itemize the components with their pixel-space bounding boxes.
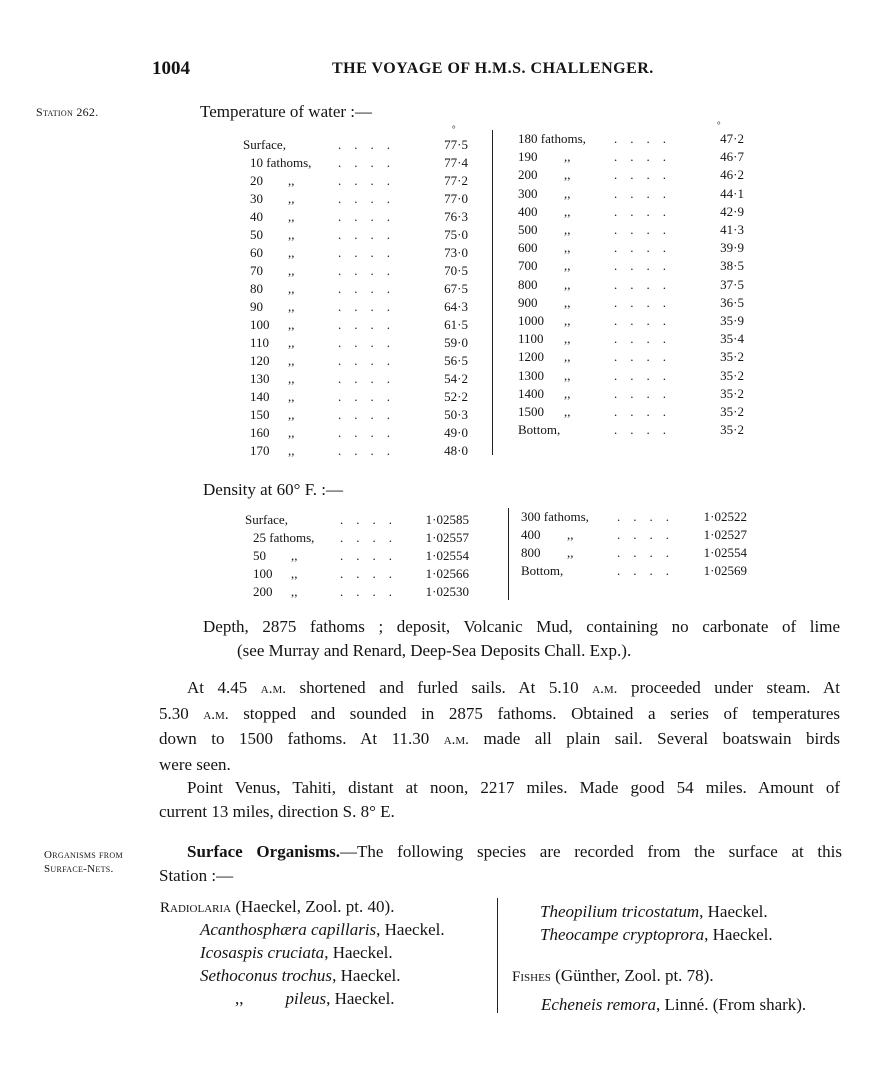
ditto-mark: ,, <box>567 527 574 542</box>
deposit-paragraph <box>203 615 840 662</box>
depth-cell: 50 <box>250 227 263 242</box>
density-table-right <box>521 508 751 588</box>
table-row <box>243 190 493 208</box>
running-title: THE VOYAGE OF H.M.S. CHALLENGER. <box>332 60 654 77</box>
ditto-mark: ,, <box>564 167 571 183</box>
leader-dots: .... <box>614 385 679 401</box>
table-row <box>245 511 505 529</box>
deposit-line-2: (see Murray and Renard, Deep-Sea Deposits Chall. Exp.). <box>237 640 632 660</box>
ditto-mark: ,, <box>288 263 295 278</box>
depth-cell: 110 <box>250 335 270 350</box>
ditto-mark: ,, <box>564 258 571 274</box>
value-cell: 1·02585 <box>425 512 469 527</box>
leader-dots: .... <box>614 149 679 165</box>
depth-cell: 170 <box>250 443 270 458</box>
leader-dots: .... <box>614 185 679 201</box>
leader-dots: .... <box>614 167 679 183</box>
leader-dots: .... <box>614 349 679 365</box>
density-column-divider <box>508 508 509 600</box>
margin-note-line-1: Organisms from <box>44 849 123 861</box>
deposit-line-1: Depth, 2875 fathoms ; deposit, Volcanic Mud, containing no carbonate of lime <box>203 617 840 636</box>
ditto-mark: ,, <box>288 353 295 368</box>
station-label: Station 262. <box>36 105 99 119</box>
value-cell: 41·3 <box>720 222 744 237</box>
depth-cell: 800 <box>521 545 541 560</box>
leader-dots: .... <box>340 530 405 545</box>
leader-dots: .... <box>614 367 679 383</box>
degree-mark-left: ° <box>452 124 456 134</box>
table-row <box>518 367 758 385</box>
organisms-intro <box>159 840 842 887</box>
value-cell: 49·0 <box>444 425 468 440</box>
leader-dots: .... <box>614 422 679 438</box>
depth-cell: 1200 <box>518 349 544 365</box>
temperature-table-right <box>518 130 758 450</box>
depth-cell: 1400 <box>518 385 544 401</box>
fish-species: Echeneis remora, Linné. (From shark). <box>541 995 807 1014</box>
leader-dots: .... <box>338 443 403 458</box>
ditto-mark: ,, <box>564 240 571 256</box>
ditto-mark: ,, <box>564 313 571 328</box>
species-author: , Haeckel. <box>704 925 773 944</box>
value-cell: 36·5 <box>720 294 744 310</box>
depth-cell: Surface, <box>243 137 286 152</box>
value-cell: 77·2 <box>444 173 468 188</box>
ditto-mark: ,, <box>288 425 295 440</box>
depth-cell: 60 <box>250 245 263 260</box>
leader-dots: .... <box>338 281 403 296</box>
depth-cell: 90 <box>250 299 263 314</box>
table-row <box>518 385 758 403</box>
ditto-mark: ,, <box>564 349 571 365</box>
value-cell: 37·5 <box>720 276 744 292</box>
fishes-heading: Fishes (Günther, Zool. pt. 78). <box>512 966 714 985</box>
value-cell: 75·0 <box>444 227 468 242</box>
table-row <box>518 276 758 294</box>
ditto-mark: ,, <box>291 584 298 599</box>
ditto-mark: ,, <box>288 173 295 188</box>
depth-cell: 300 <box>518 185 538 201</box>
value-cell: 46·7 <box>720 149 744 165</box>
table-row <box>243 352 493 370</box>
depth-cell: 800 <box>518 276 538 292</box>
value-cell: 1·02569 <box>703 563 747 578</box>
value-cell: 52·2 <box>444 389 468 404</box>
table-row <box>521 562 751 580</box>
depth-cell: 100 <box>253 566 273 581</box>
leader-dots: .... <box>614 404 679 419</box>
leader-dots: .... <box>338 137 403 152</box>
table-row <box>245 565 505 583</box>
table-row <box>243 208 493 226</box>
table-row <box>518 148 758 166</box>
depth-cell: 150 <box>250 407 270 422</box>
leader-dots: .... <box>338 227 403 242</box>
ditto-mark: ,, <box>564 149 571 165</box>
depth-cell: 120 <box>250 353 270 368</box>
table-row <box>243 406 493 424</box>
ditto-mark: ,, <box>288 335 295 350</box>
depth-cell: 20 <box>250 173 263 188</box>
ditto-mark: ,, <box>288 299 295 314</box>
value-cell: 48·0 <box>444 443 468 458</box>
value-cell: 54·2 <box>444 371 468 386</box>
value-cell: 39·9 <box>720 240 744 256</box>
table-row <box>243 316 493 334</box>
margin-note-line-2: Surface-Nets. <box>44 863 114 875</box>
table-row <box>518 239 758 257</box>
depth-cell: 180 fathoms, <box>518 131 586 146</box>
table-row <box>521 526 751 544</box>
narrative-line-3: down to 1500 fathoms. At 11.30 a.m. made all plain sail. Several boatswain birds <box>159 729 840 748</box>
ditto-mark: ,, <box>564 385 571 401</box>
ditto-mark: ,, <box>564 203 571 219</box>
depth-cell: 160 <box>250 425 270 440</box>
value-cell: 35·2 <box>720 385 744 401</box>
organisms-margin-note <box>44 848 123 876</box>
ditto-mark: ,, <box>288 389 295 404</box>
ditto-mark: ,, <box>564 331 571 347</box>
species-item <box>540 900 768 923</box>
density-heading: Density at 60° F. :— <box>203 480 344 499</box>
table-row <box>518 257 758 275</box>
species-author: , Haeckel. <box>699 902 768 921</box>
table-row <box>243 136 493 154</box>
leader-dots: .... <box>338 191 403 206</box>
depth-cell: 10 fathoms, <box>250 155 312 170</box>
depth-cell: 100 <box>250 317 270 332</box>
depth-cell: 190 <box>518 149 538 165</box>
leader-dots: .... <box>338 299 403 314</box>
ditto-mark: ,, <box>288 443 295 458</box>
value-cell: 35·2 <box>720 367 744 383</box>
table-row <box>518 330 758 348</box>
value-cell: 46·2 <box>720 167 744 183</box>
depth-cell: 1000 <box>518 313 544 328</box>
table-row <box>518 348 758 366</box>
leader-dots: .... <box>614 131 679 146</box>
table-row <box>243 154 493 172</box>
species-name: Icosaspis cruciata <box>200 943 325 962</box>
table-row <box>243 298 493 316</box>
page-number: 1004 <box>152 58 190 79</box>
density-table-left <box>245 511 505 606</box>
species-name: Sethoconus trochus <box>200 966 333 985</box>
depth-cell: 200 <box>253 584 273 599</box>
leader-dots: .... <box>614 258 679 274</box>
value-cell: 44·1 <box>720 185 744 201</box>
leader-dots: .... <box>338 371 403 386</box>
table-row <box>518 294 758 312</box>
radiolaria-heading: Radiolaria (Haeckel, Zool. pt. 40). <box>160 897 395 916</box>
depth-cell: 300 fathoms, <box>521 509 589 524</box>
species-author: , Haeckel. <box>376 920 445 939</box>
leader-dots: .... <box>614 222 679 237</box>
table-row <box>518 403 758 421</box>
table-row <box>518 421 758 439</box>
table-row <box>518 130 758 148</box>
value-cell: 35·4 <box>720 331 744 347</box>
table-row <box>518 166 758 184</box>
value-cell: 1·02554 <box>703 545 747 560</box>
value-cell: 70·5 <box>444 263 468 278</box>
value-cell: 61·5 <box>444 317 468 332</box>
depth-cell: 500 <box>518 222 538 237</box>
depth-cell: 40 <box>250 209 263 224</box>
table-row <box>243 172 493 190</box>
depth-cell: 130 <box>250 371 270 386</box>
depth-cell: 25 fathoms, <box>253 530 315 545</box>
ditto-mark: ,, <box>288 227 295 242</box>
table-row <box>243 226 493 244</box>
value-cell: 56·5 <box>444 353 468 368</box>
leader-dots: .... <box>614 294 679 310</box>
narrative-line-1: At 4.45 a.m. shortened and furled sails. At 5.10 a.m. proceeded under steam. At <box>187 678 841 697</box>
organisms-intro-line-1: Surface Organisms.—The following species are recorded from the surface at this <box>187 842 842 861</box>
temperature-column-divider <box>492 130 493 455</box>
depth-cell: Bottom, <box>518 422 561 438</box>
ditto-mark: ,, <box>564 276 571 292</box>
leader-dots: .... <box>338 173 403 188</box>
species-item <box>200 918 445 941</box>
value-cell: 35·2 <box>720 349 744 365</box>
depth-cell: 400 <box>521 527 541 542</box>
ditto-mark: ,, <box>288 281 295 296</box>
leader-dots: .... <box>338 209 403 224</box>
narrative-line-2: 5.30 a.m. stopped and sounded in 2875 fathoms. Obtained a series of temperatures <box>159 703 841 723</box>
leader-dots: .... <box>617 509 682 524</box>
depth-cell: 50 <box>253 548 266 563</box>
leader-dots: .... <box>614 313 679 328</box>
value-cell: 1·02530 <box>425 584 469 599</box>
value-cell: 77·0 <box>444 191 468 206</box>
table-row <box>518 203 758 221</box>
ditto-mark: ,, <box>288 407 295 422</box>
table-row <box>243 334 493 352</box>
ditto-mark: ,, <box>288 317 295 332</box>
leader-dots: .... <box>614 203 679 219</box>
species-name: Theocampe cryptoprora <box>540 925 705 944</box>
temperature-table-left <box>243 136 493 466</box>
species-author: , Haeckel. <box>332 966 401 985</box>
depth-cell: 200 <box>518 167 538 183</box>
table-row <box>245 547 505 565</box>
table-row <box>518 185 758 203</box>
leader-dots: .... <box>338 335 403 350</box>
value-cell: 38·5 <box>720 258 744 274</box>
leader-dots: .... <box>338 389 403 404</box>
species-name: Acanthosphæra capillaris <box>200 920 377 939</box>
value-cell: 67·5 <box>444 281 468 296</box>
table-row <box>243 280 493 298</box>
ditto-mark: ,, <box>564 294 571 310</box>
ditto-mark: ,, <box>564 185 571 201</box>
leader-dots: .... <box>614 240 679 256</box>
species-item <box>540 923 773 946</box>
depth-cell: Bottom, <box>521 563 564 578</box>
leader-dots: .... <box>340 512 405 527</box>
leader-dots: .... <box>617 563 682 578</box>
depth-cell: 70 <box>250 263 263 278</box>
value-cell: 35·2 <box>720 404 744 419</box>
species-item <box>200 941 393 964</box>
leader-dots: .... <box>340 566 405 581</box>
leader-dots: .... <box>338 155 403 170</box>
value-cell: 50·3 <box>444 407 468 422</box>
ditto-mark: ,, <box>564 222 571 237</box>
value-cell: 76·3 <box>444 209 468 224</box>
table-row <box>243 442 493 460</box>
leader-dots: .... <box>617 545 682 560</box>
depth-cell: 80 <box>250 281 263 296</box>
value-cell: 64·3 <box>444 299 468 314</box>
degree-mark-right: ° <box>717 120 721 130</box>
species-author: , Haeckel. <box>324 943 393 962</box>
leader-dots: .... <box>614 276 679 292</box>
ditto-mark: ,, <box>564 367 571 383</box>
depth-cell: 600 <box>518 240 538 256</box>
value-cell: 42·9 <box>720 203 744 219</box>
ditto-mark: ,, <box>288 371 295 386</box>
table-row <box>521 508 751 526</box>
leader-dots: .... <box>338 317 403 332</box>
narrative-line-4: were seen. <box>159 754 231 774</box>
table-row <box>245 583 505 601</box>
species-name: Theopilium tricostatum <box>540 902 700 921</box>
species-item <box>200 964 401 987</box>
ditto-mark: ,, <box>288 245 295 260</box>
table-row <box>243 262 493 280</box>
table-row <box>243 244 493 262</box>
leader-dots: .... <box>338 245 403 260</box>
value-cell: 77·5 <box>444 137 468 152</box>
leader-dots: .... <box>338 353 403 368</box>
narrative-line-5: Point Venus, Tahiti, distant at noon, 2217 miles. Made good 54 miles. Amount of <box>187 778 840 797</box>
ditto-mark: ,, <box>567 545 574 560</box>
leader-dots: .... <box>340 548 405 563</box>
value-cell: 1·02566 <box>425 566 469 581</box>
value-cell: 77·4 <box>444 155 468 170</box>
table-row <box>521 544 751 562</box>
leader-dots: .... <box>338 407 403 422</box>
leader-dots: .... <box>617 527 682 542</box>
leader-dots: .... <box>614 331 679 347</box>
depth-cell: 1100 <box>518 331 544 347</box>
table-row <box>243 388 493 406</box>
value-cell: 73·0 <box>444 245 468 260</box>
depth-cell: 400 <box>518 203 538 219</box>
depth-cell: 700 <box>518 258 538 274</box>
value-cell: 1·02527 <box>703 527 747 542</box>
table-row <box>518 221 758 239</box>
narrative-line-6: current 13 miles, direction S. 8° E. <box>159 801 395 821</box>
table-row <box>243 370 493 388</box>
table-row <box>245 529 505 547</box>
organisms-intro-line-2: Station :— <box>159 865 234 885</box>
value-cell: 1·02522 <box>703 509 747 524</box>
value-cell: 1·02557 <box>425 530 469 545</box>
narrative-paragraph-1 <box>159 676 840 823</box>
depth-cell: 140 <box>250 389 270 404</box>
species-ditto: ,, pileus, Haeckel. <box>235 989 395 1008</box>
leader-dots: .... <box>340 584 405 599</box>
depth-cell: 900 <box>518 294 538 310</box>
value-cell: 35·2 <box>720 422 744 438</box>
table-row <box>518 312 758 330</box>
species-column-divider <box>497 898 498 1013</box>
depth-cell: 30 <box>250 191 263 206</box>
value-cell: 35·9 <box>720 313 744 328</box>
ditto-mark: ,, <box>288 209 295 224</box>
ditto-mark: ,, <box>564 404 571 419</box>
ditto-mark: ,, <box>288 191 295 206</box>
value-cell: 47·2 <box>720 131 744 146</box>
temperature-heading: Temperature of water :— <box>200 102 373 121</box>
depth-cell: 1300 <box>518 367 544 383</box>
ditto-mark: ,, <box>291 566 298 581</box>
table-row <box>243 424 493 442</box>
value-cell: 59·0 <box>444 335 468 350</box>
depth-cell: Surface, <box>245 512 288 527</box>
leader-dots: .... <box>338 425 403 440</box>
leader-dots: .... <box>338 263 403 278</box>
value-cell: 1·02554 <box>425 548 469 563</box>
ditto-mark: ,, <box>291 548 298 563</box>
depth-cell: 1500 <box>518 404 544 419</box>
